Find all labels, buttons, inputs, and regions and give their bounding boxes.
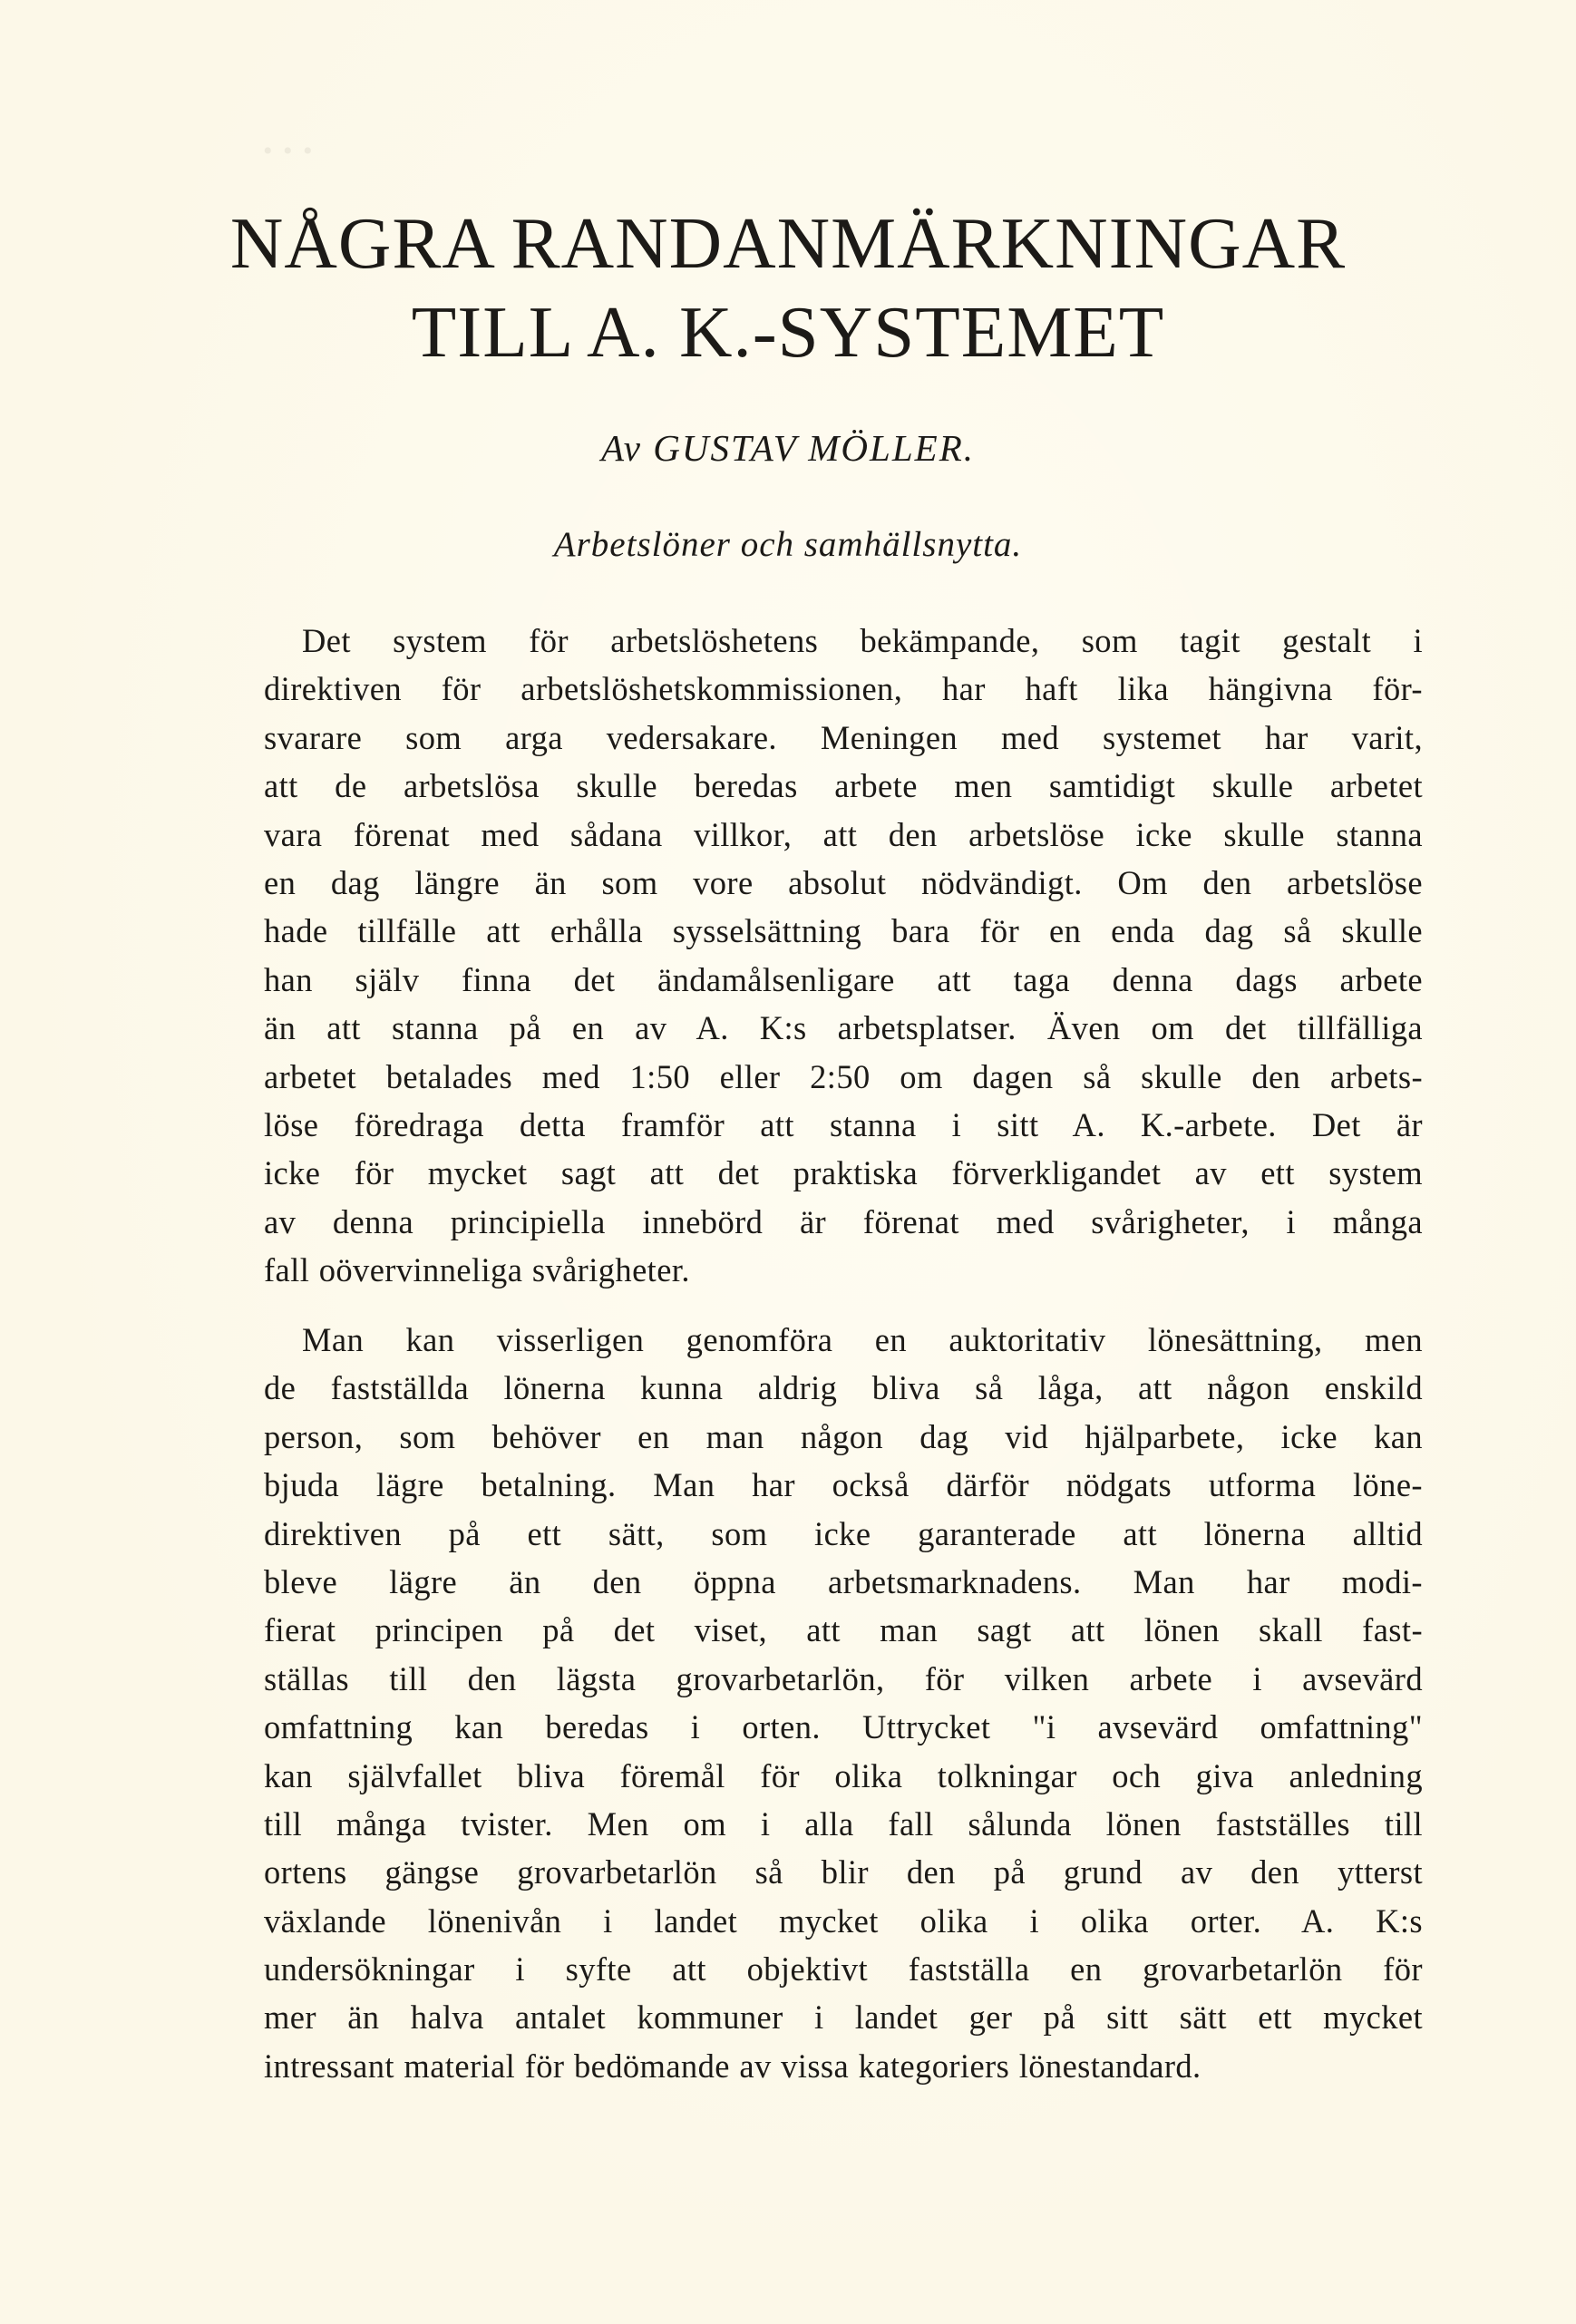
text-line: Man kan visserligen genomföra en auktoritativ lönesättning, men: [302, 1321, 1423, 1358]
text-line: svarare som arga vedersakare. Meningen med systemet har varit,: [264, 718, 1423, 756]
text-line: arbetet betalades med 1:50 eller 2:50 om dagen så skulle den arbets-: [264, 1057, 1423, 1095]
text-line: icke för mycket sagt att det praktiska förverkligandet av ett system: [264, 1154, 1423, 1192]
text-line: direktiven för arbetslöshetskommissionen, har haft lika hängivna för-: [264, 670, 1423, 708]
text-line: löse föredraga detta framför att stanna i sitt A. K.-arbete. Det är: [264, 1105, 1423, 1143]
text-line: fall oövervinneliga svårigheter.: [264, 1251, 690, 1289]
text-line: växlande lönenivån i landet mycket olika i olika orter. A. K:s: [264, 1901, 1423, 1940]
text-line: till många tvister. Men om i alla fall sålunda lönen fastställes till: [264, 1804, 1423, 1843]
body-paragraph-2: [264, 1316, 1423, 2090]
text-line: fierat principen på det viset, att man sagt att lönen skall fast-: [264, 1611, 1423, 1649]
text-line: av denna principiella innebörd är förenat med svårigheter, i många: [264, 1202, 1423, 1240]
text-line: Det system för arbetslöshetens bekämpande, som tagit gestalt i: [302, 622, 1423, 659]
author-byline: Av GUSTAV MÖLLER.: [601, 427, 975, 469]
text-line: mer än halva antalet kommuner i landet ger på sitt sätt ett mycket: [264, 1998, 1423, 2037]
text-line: en dag längre än som vore absolut nödvändigt. Om den arbetslöse: [264, 863, 1423, 901]
article-title-line-2: TILL A. K.-SYSTEMET: [411, 291, 1165, 373]
section-heading: Arbetslöner och samhällsnytta.: [553, 525, 1023, 564]
text-line: bjuda lägre betalning. Man har också därför nödgats utforma löne-: [264, 1466, 1423, 1504]
text-line: undersökningar i syfte att objektivt fastställa en grovarbetarlön för: [264, 1950, 1423, 1989]
text-line: de fastställda lönerna kunna aldrig bliva så låga, att någon enskild: [264, 1369, 1423, 1407]
text-line: omfattning kan beredas i orten. Uttrycket "i avsevärd omfattning": [264, 1708, 1423, 1746]
text-line: han själv finna det ändamålsenligare att taga denna dags arbete: [264, 960, 1423, 998]
text-line: bleve lägre än den öppna arbetsmarknadens. Man har modi-: [264, 1562, 1423, 1600]
article-title-line-1: NÅGRA RANDANMÄRKNINGAR: [229, 202, 1347, 284]
text-line: än att stanna på en av A. K:s arbetsplatser. Även om det tillfälliga: [264, 1009, 1423, 1047]
body-paragraph-1: [264, 617, 1423, 1294]
text-line: kan självfallet bliva föremål för olika tolkningar och giva anledning: [264, 1756, 1423, 1794]
text-line: att de arbetslösa skulle beredas arbete men samtidigt skulle arbetet: [264, 767, 1423, 805]
text-line: intressant material för bedömande av vissa kategoriers lönestandard.: [264, 2047, 1201, 2085]
text-line: vara förenat med sådana villkor, att den arbetslöse icke skulle stanna: [264, 815, 1423, 853]
text-line: ortens gängse grovarbetarlön så blir den på grund av den ytterst: [264, 1853, 1423, 1891]
text-line: ställas till den lägsta grovarbetarlön, för vilken arbete i avsevärd: [264, 1659, 1423, 1697]
show-through-ornament: • • •: [263, 136, 315, 166]
text-line: person, som behöver en man någon dag vid hjälparbete, icke kan: [264, 1417, 1423, 1455]
text-line: hade tillfälle att erhålla sysselsättning bara för en enda dag så skulle: [264, 912, 1423, 950]
text-line: direktiven på ett sätt, som icke garanterade att lönerna alltid: [264, 1514, 1423, 1552]
show-through-text: [263, 136, 315, 167]
